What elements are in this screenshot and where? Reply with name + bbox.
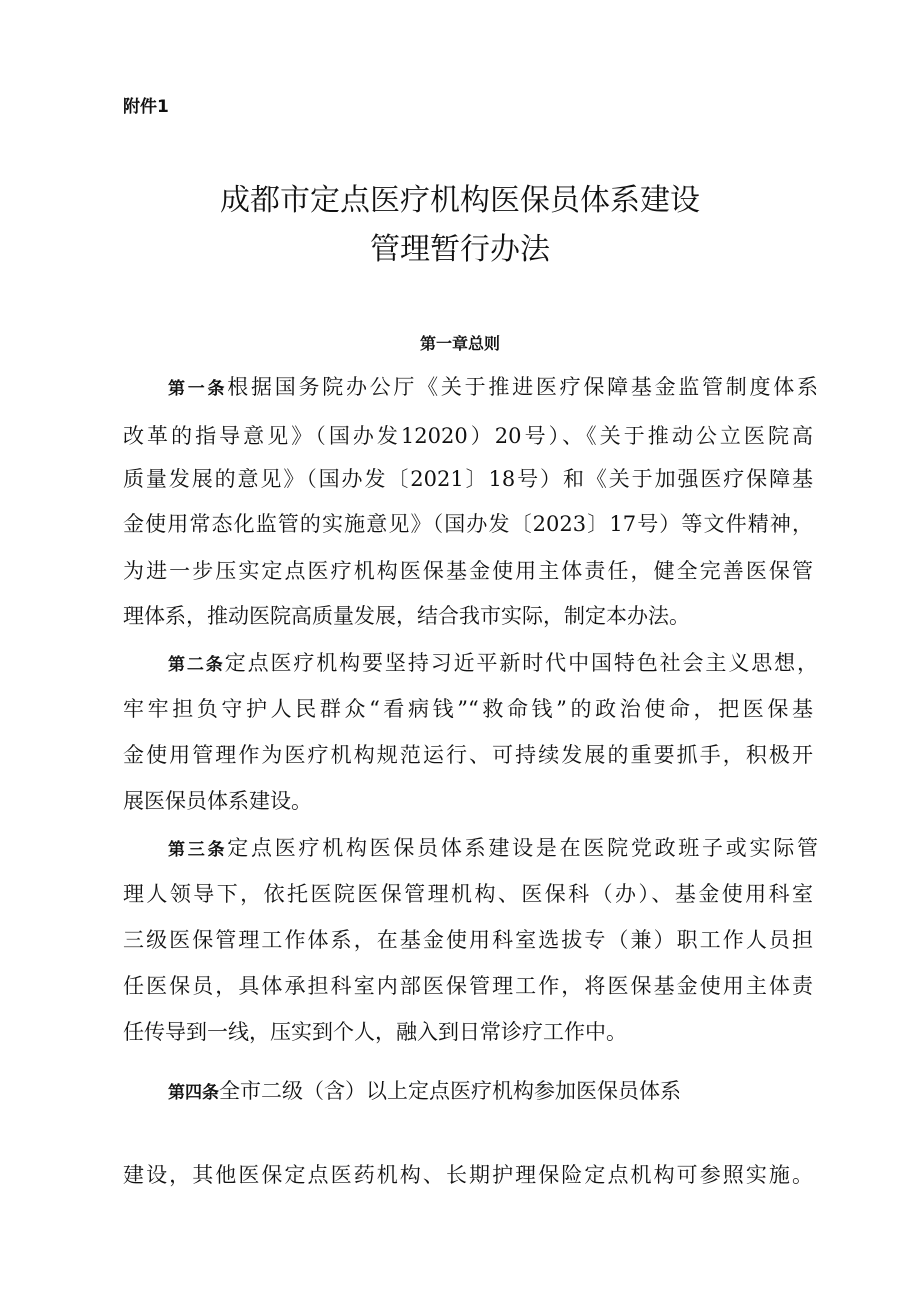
article-4-line-1: 第四条全市二级（含）以上定点医疗机构参加医保员体系 — [168, 1079, 681, 1103]
article-1-line-5: 为进一步压实定点医疗机构医保基金使用主体责任，健全完善医保管 — [123, 559, 813, 583]
article-2-line-3: 金使用管理作为医疗机构规范运行、可持续发展的重要抓手，积极开 — [123, 743, 813, 767]
article-2-line-4: 展医保员体系建设。 — [123, 789, 312, 813]
article-4-line-2: 建设，其他医保定点医药机构、长期护理保险定点机构可参照实施。 — [123, 1163, 813, 1187]
document-title-line-2: 管理暂行办法 — [370, 232, 550, 267]
article-1-label: 第一条 — [168, 379, 228, 399]
article-2-line-1: 第二条定点医疗机构要坚持习近平新时代中国特色社会主义思想， — [168, 651, 819, 675]
article-3-line-2: 理人领导下，依托医院医保管理机构、医保科（办）、基金使用科室 — [123, 882, 813, 906]
chapter-heading: 第一章总则 — [419, 334, 500, 353]
article-3-line-4: 任医保员，具体承担科室内部医保管理工作，将医保基金使用主体责 — [123, 974, 813, 998]
document-title-line-1: 成都市定点医疗机构医保员体系建设 — [220, 183, 700, 218]
article-2-line-2: 牢牢担负守护人民群众“看病钱”“救命钱”的政治使命，把医保基 — [123, 697, 813, 721]
attachment-label: 附件1 — [123, 97, 169, 117]
article-3-label: 第三条 — [168, 840, 228, 860]
article-3-line-3: 三级医保管理工作体系，在基金使用科室选拔专（兼）职工作人员担 — [123, 928, 813, 952]
article-1-line-3: 质量发展的意见》（国办发〔2021〕18号）和《关于加强医疗保障基 — [123, 467, 813, 491]
article-1-line-1: 第一条根据国务院办公厅《关于推进医疗保障基金监管制度体系 — [168, 375, 819, 399]
article-2-label: 第二条 — [168, 655, 225, 675]
article-4-label: 第四条 — [168, 1083, 219, 1103]
article-1-line-2: 改革的指导意见》（国办发12020）20号）、《关于推动公立医院高 — [123, 424, 813, 448]
article-3-line-1: 第三条定点医疗机构医保员体系建设是在医院党政班子或实际管 — [168, 836, 819, 860]
article-3-line-5: 任传导到一线，压实到个人，融入到日常诊疗工作中。 — [123, 1020, 627, 1044]
article-1-line-4: 金使用常态化监管的实施意见》（国办发〔2023〕17号）等文件精神， — [123, 512, 813, 536]
article-1-line-6: 理体系，推动医院高质量发展，结合我市实际，制定本办法。 — [123, 604, 690, 628]
